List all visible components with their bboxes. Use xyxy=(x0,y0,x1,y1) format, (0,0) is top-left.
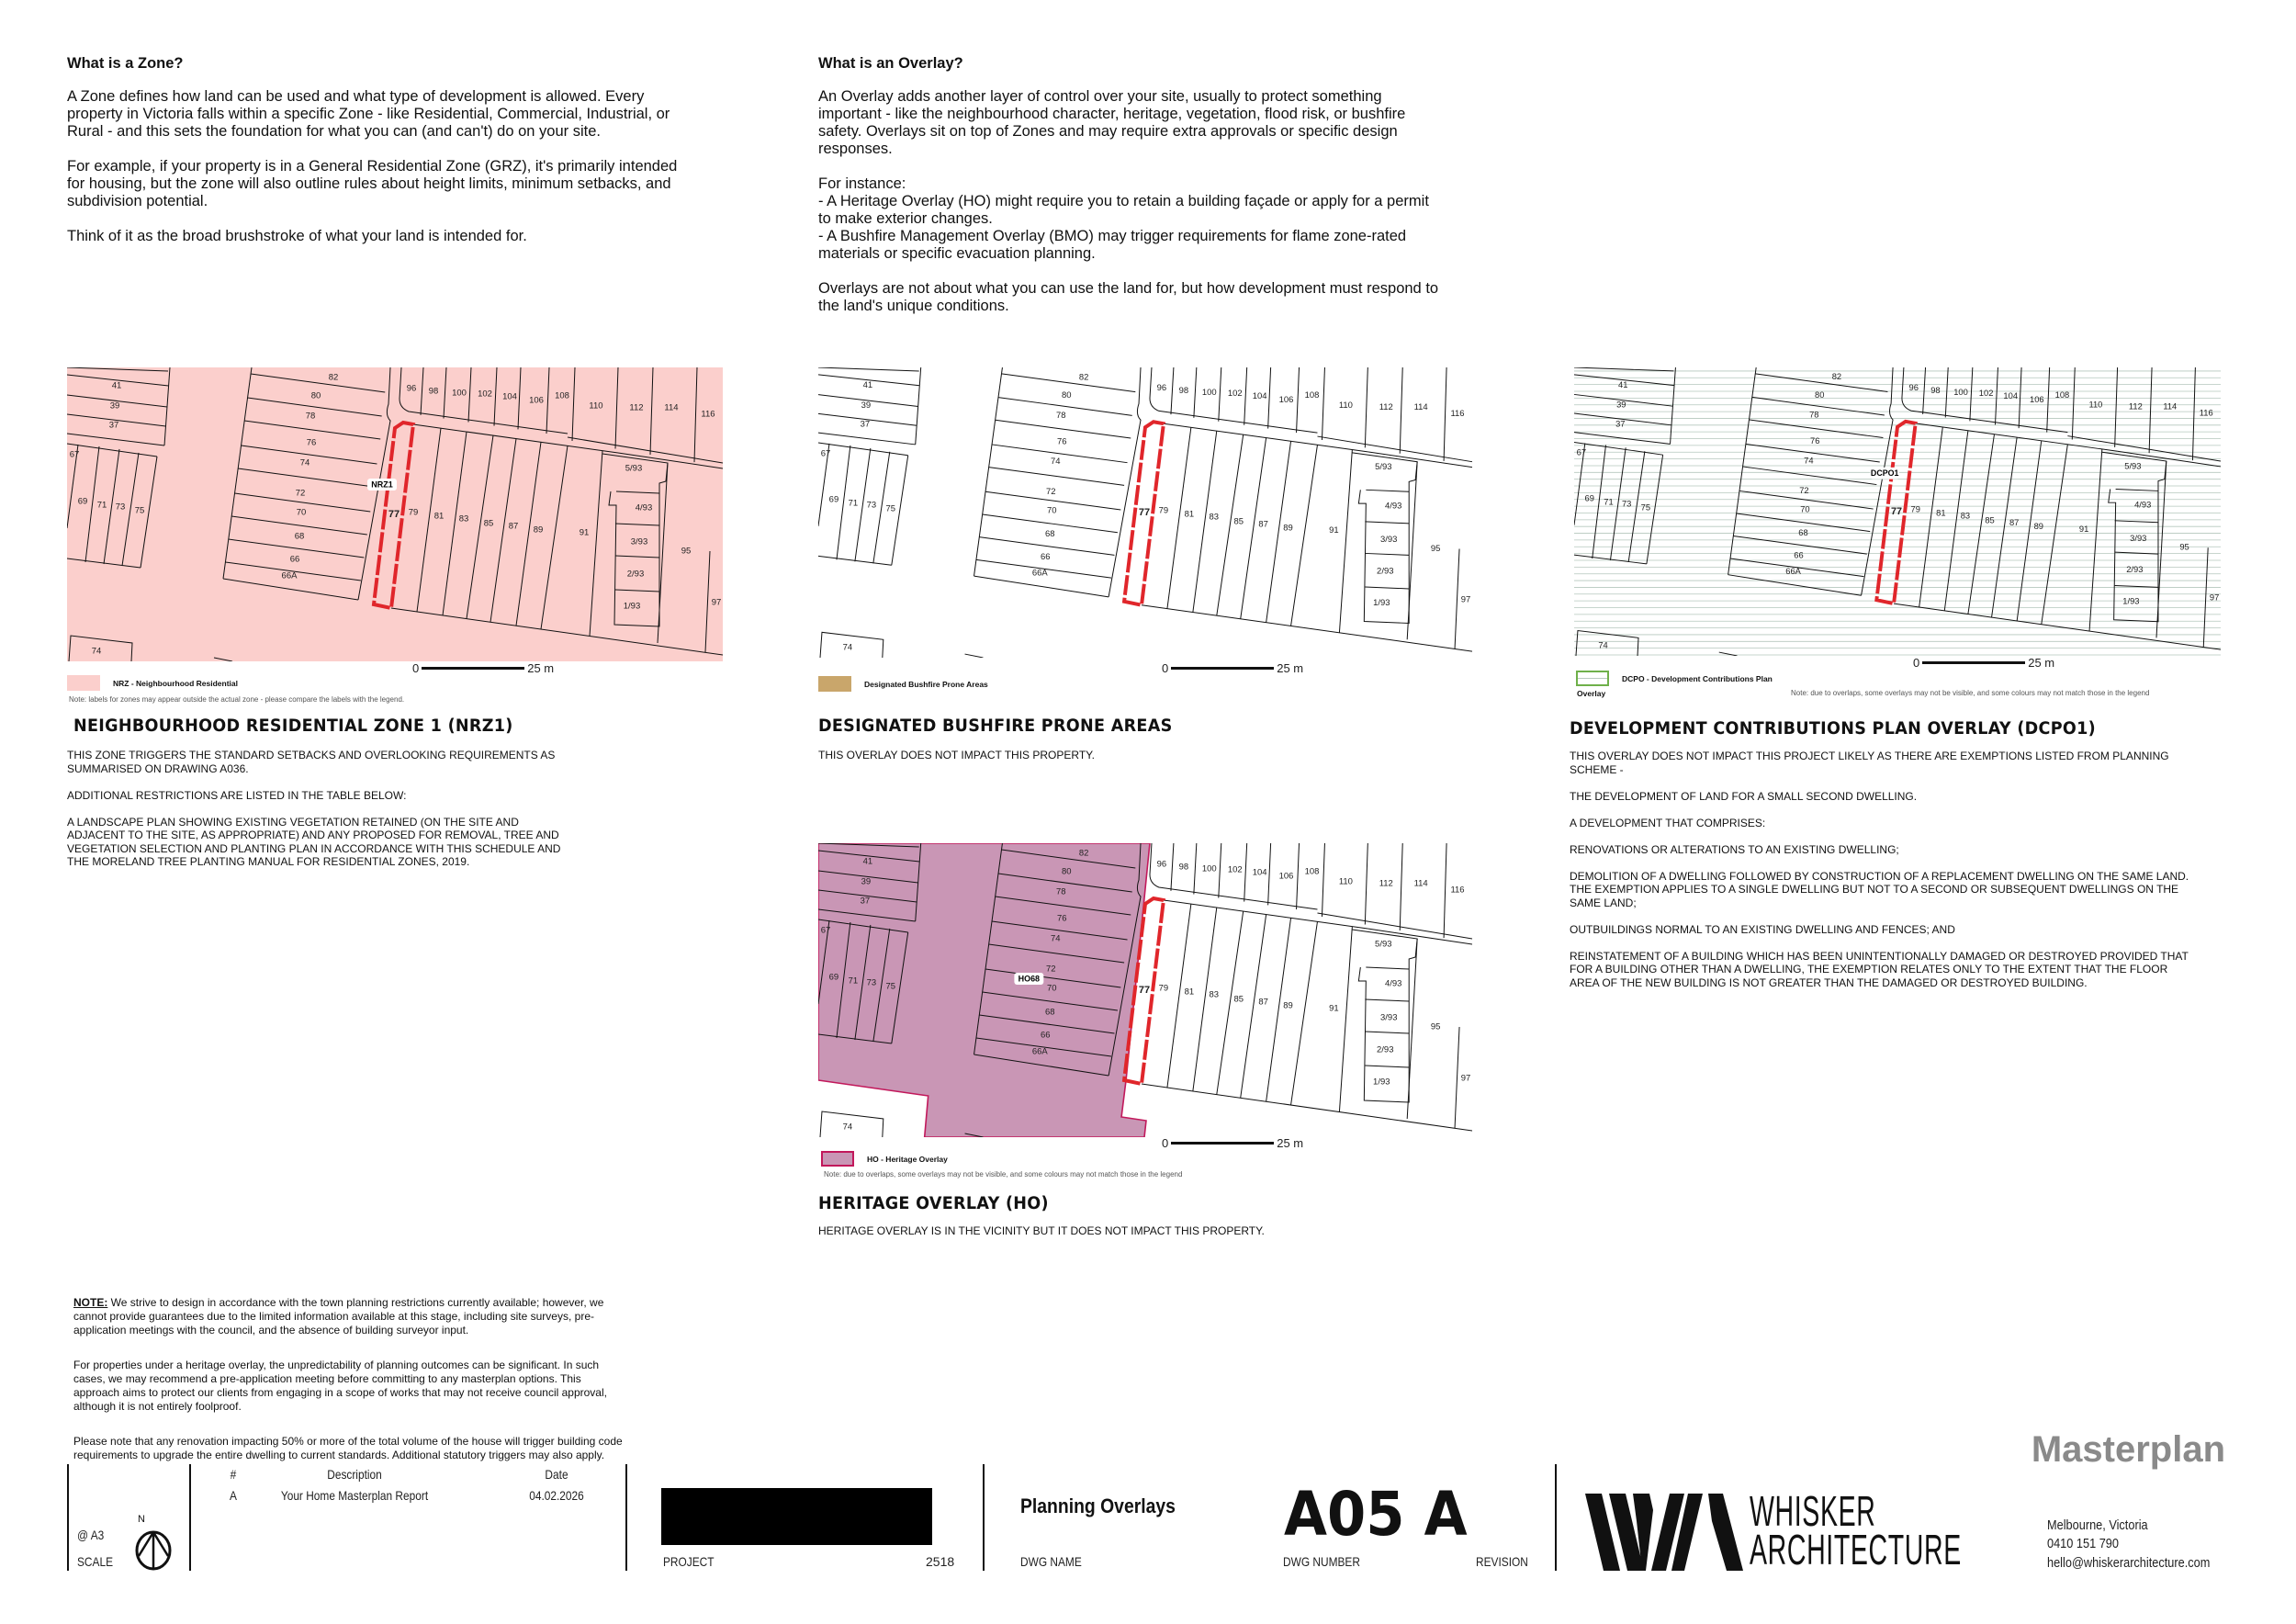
lot-label: 110 xyxy=(589,400,603,412)
lot-label: 112 xyxy=(2128,401,2143,412)
lot-label: 82 xyxy=(328,372,339,383)
legend-label-sub: Overlay xyxy=(1577,689,1606,698)
lot-label: 66 xyxy=(289,554,300,565)
lot-label: 41 xyxy=(1618,380,1628,390)
heritage-body: HERITAGE OVERLAY IS IN THE VICINITY BUT IT DOES NOT IMPACT THIS PROPERTY. xyxy=(818,1224,1265,1237)
lot-label: 110 xyxy=(1338,399,1353,410)
lot-label: 83 xyxy=(458,513,469,524)
scale-label: SCALE xyxy=(77,1554,114,1569)
lot-label: 97 xyxy=(2209,592,2220,603)
lot-label: 66A xyxy=(1031,567,1048,578)
subject-lot-label: 77 xyxy=(388,508,400,520)
lot-label: 91 xyxy=(579,527,590,538)
bushfire-map xyxy=(818,367,1472,658)
lot-label: 116 xyxy=(1450,407,1465,418)
lot-label: 78 xyxy=(1055,886,1066,897)
lot-label: 91 xyxy=(1329,524,1339,536)
lot-label: 73 xyxy=(866,499,877,510)
lot-label: 95 xyxy=(1430,543,1441,553)
lot-label: 96 xyxy=(1908,383,1919,393)
lot-label: 85 xyxy=(1233,515,1244,526)
lot-label: 70 xyxy=(1800,504,1810,514)
lot-label: 66A xyxy=(1785,567,1801,577)
lot-label: 96 xyxy=(1156,859,1167,870)
scale-end: 25 m xyxy=(1277,661,1304,675)
lot-label: 66A xyxy=(281,570,298,581)
lot-label: 71 xyxy=(848,976,859,987)
lot-label: 108 xyxy=(2054,389,2070,400)
lot-label: 39 xyxy=(861,399,872,410)
lot-label: 5/93 xyxy=(1375,939,1392,950)
lot-label: 79 xyxy=(1158,504,1169,515)
lot-label: 66 xyxy=(1041,1030,1051,1041)
heritage-legend xyxy=(821,1151,948,1167)
north-arrow-icon xyxy=(134,1528,173,1571)
lot-label: 4/93 xyxy=(1385,978,1402,989)
lot-label: 80 xyxy=(1061,866,1072,877)
dcpo-swatch xyxy=(1576,671,1609,686)
scale-start: 0 xyxy=(1162,1136,1169,1150)
lot-label: 37 xyxy=(1615,419,1626,429)
scale-start: 0 xyxy=(1162,661,1169,675)
lot-label: 83 xyxy=(1209,511,1220,522)
legend-label: DCPO - Development Contributions Plan xyxy=(1622,673,1773,683)
lot-label: 82 xyxy=(1078,848,1089,859)
rev-header-date: Date xyxy=(545,1467,568,1482)
subject-lot-label: 77 xyxy=(1138,506,1151,518)
lot-label: 80 xyxy=(310,390,321,401)
heritage-swatch xyxy=(821,1151,854,1167)
revision-label: REVISION xyxy=(1476,1554,1528,1569)
lot-label: 69 xyxy=(828,972,839,983)
note-p3: Please note that any renovation impacting 50% or more of the total volume of the house will trigger building code requirements to upgrade the entire dwelling to current standards. Additional statutory triggers may also apply. xyxy=(73,1435,623,1461)
scale-bar xyxy=(1162,1136,1303,1150)
lot-label: 79 xyxy=(408,507,419,518)
lot-label: 73 xyxy=(1621,499,1632,509)
lot-label: 81 xyxy=(1184,508,1195,519)
lot-label: 74 xyxy=(842,641,853,652)
lot-label: 2/93 xyxy=(1377,565,1394,576)
nrz-legend xyxy=(67,675,238,691)
lot-label: 97 xyxy=(1460,1073,1471,1084)
lot-label: 83 xyxy=(1209,989,1220,1000)
lot-label: 72 xyxy=(1046,964,1056,975)
lot-label: 106 xyxy=(529,395,544,406)
lot-label: 74 xyxy=(299,457,310,468)
rev-desc: Your Home Masterplan Report xyxy=(280,1488,429,1503)
lot-label: 1/93 xyxy=(2122,596,2140,606)
zone-tag-label: HO68 xyxy=(1018,974,1041,984)
lot-label: 98 xyxy=(1178,862,1189,873)
overlay-paragraph: For instance: - A Heritage Overlay (HO) might require you to retain a building façade or apply for a permit to make exterior changes. - A Bushfire Management Overlay (BMO) may trigger requirements for flame zone-rated materials or specific evacuation planning. xyxy=(818,175,1429,262)
rev-num: A xyxy=(230,1488,237,1503)
bushfire-heading: DESIGNATED BUSHFIRE PRONE AREAS xyxy=(818,716,1173,736)
lot-label: 71 xyxy=(96,500,107,511)
lot-label: 102 xyxy=(1978,388,1994,398)
lot-label: 82 xyxy=(1831,372,1842,382)
zone-heading: What is a Zone? xyxy=(67,55,184,72)
redacted-project-name xyxy=(661,1488,932,1545)
legend-note: Note: labels for zones may appear outside the actual zone - please compare the labels with the legend. xyxy=(69,695,405,704)
lot-label: 4/93 xyxy=(2134,500,2152,510)
lot-label: 68 xyxy=(294,531,305,542)
lot-label: 91 xyxy=(1329,1003,1339,1014)
scale-end: 25 m xyxy=(2028,656,2055,670)
lot-label: 108 xyxy=(1304,866,1320,877)
company-line1: WHISKER xyxy=(1750,1487,1876,1535)
lot-label: 114 xyxy=(1413,400,1428,412)
disclaimer-note xyxy=(73,1282,661,1476)
lot-label: 76 xyxy=(1056,435,1067,446)
rev-date: 04.02.2026 xyxy=(529,1488,584,1503)
divider xyxy=(1555,1464,1557,1571)
scale-end: 25 m xyxy=(527,661,555,675)
lot-label: 95 xyxy=(681,546,692,557)
lot-label: 41 xyxy=(862,379,873,390)
lot-label: 108 xyxy=(555,390,569,401)
lot-label: 106 xyxy=(1278,394,1294,405)
legend-label: HO - Heritage Overlay xyxy=(867,1154,948,1164)
rev-header-desc: Description xyxy=(327,1467,382,1482)
lot-label: 91 xyxy=(2078,524,2089,535)
lot-label: 1/93 xyxy=(1373,597,1390,608)
zone-paragraph: Think of it as the broad brushstroke of what your land is intended for. xyxy=(67,228,527,244)
lot-label: 70 xyxy=(1047,504,1057,515)
company-phone[interactable]: 0410 151 790 xyxy=(2047,1536,2120,1551)
lot-label: 95 xyxy=(2179,542,2189,552)
lot-label: 3/93 xyxy=(1380,534,1398,545)
legend-label: Designated Bushfire Prone Areas xyxy=(864,679,988,689)
subject-lot-label: 77 xyxy=(1890,505,1903,517)
note-p1: We strive to design in accordance with the town planning restrictions currently available; however, we cannot provide guarantees due to the limited information available at this stage, including site surveys, pre- application meetings with the council, and the absence of building surveyor input. xyxy=(73,1296,604,1336)
lot-label: 116 xyxy=(1450,885,1465,896)
lot-label: 96 xyxy=(406,383,417,394)
dwg-number-label: DWG NUMBER xyxy=(1283,1554,1360,1569)
legend-note: Note: due to overlaps, some overlays may not be visible, and some colours may not match those in the legend xyxy=(824,1170,1183,1179)
lot-label: 82 xyxy=(1078,371,1089,382)
scale-start: 0 xyxy=(412,661,420,675)
lot-label: 98 xyxy=(428,386,439,397)
lot-label: 75 xyxy=(885,981,896,992)
lot-label: 97 xyxy=(1460,593,1471,604)
lot-label: 104 xyxy=(1252,390,1267,401)
lot-label: 74 xyxy=(1051,933,1061,944)
lot-label: 79 xyxy=(1158,983,1169,994)
company-location: Melbourne, Victoria xyxy=(2047,1517,2148,1533)
lot-label: 37 xyxy=(860,896,871,907)
overlay-heading: What is an Overlay? xyxy=(818,55,963,72)
lot-label: 5/93 xyxy=(2124,461,2142,471)
lot-label: 4/93 xyxy=(635,502,653,513)
lot-label: 87 xyxy=(1258,997,1268,1008)
nrz-map xyxy=(67,367,723,661)
lot-label: 4/93 xyxy=(1385,500,1402,511)
nrz-body: THIS ZONE TRIGGERS THE STANDARD SETBACKS AND OVERLOOKING REQUIREMENTS AS SUMMARISED ON DRAWING A036. ADDITIONAL RESTRICTIONS ARE LISTED IN THE TABLE BELOW: A LANDSCAPE PLAN SHOWING EXISTING VEGETATION RETAINED (ON THE SITE AND ADJACENT TO THE SITE, AS APPROPRIATE) AND ANY PROPOSED FOR REMOVAL, TREE AND VEGETATION SELECTION AND PLANTING PLAN IN ACCORDANCE WITH THIS SCHEDULE AND THE MORELAND TREE PLANTING MANUAL FOR RESIDENTIAL ZONES, 2019. xyxy=(67,749,561,868)
legend-label: NRZ - Neighbourhood Residential xyxy=(113,678,238,688)
lot-label: 71 xyxy=(1604,497,1614,507)
lot-label: 79 xyxy=(1910,504,1920,514)
lot-label: 80 xyxy=(1061,389,1072,400)
lot-label: 78 xyxy=(1809,410,1819,420)
lot-label: 114 xyxy=(2163,401,2178,412)
dcpo-map xyxy=(1574,367,2221,656)
lot-label: 85 xyxy=(1985,515,1995,525)
lot-label: 106 xyxy=(2030,394,2044,404)
nrz-swatch xyxy=(67,675,100,691)
heritage-map xyxy=(818,843,1472,1137)
bushfire-swatch xyxy=(818,676,851,692)
lot-label: 67 xyxy=(820,925,831,936)
lot-label: 41 xyxy=(862,856,873,867)
lot-label: 67 xyxy=(1576,447,1587,457)
lot-label: 116 xyxy=(701,409,715,420)
lot-label: 85 xyxy=(483,518,494,529)
lot-label: 112 xyxy=(1379,878,1393,889)
lot-label: 80 xyxy=(1814,389,1825,400)
project-number: 2518 xyxy=(926,1554,955,1569)
lot-label: 100 xyxy=(452,388,467,399)
lot-label: 89 xyxy=(533,524,544,536)
lot-label: 68 xyxy=(1798,528,1808,538)
lot-label: 72 xyxy=(295,488,306,499)
lot-label: 116 xyxy=(2199,408,2213,418)
lot-label: 102 xyxy=(1227,864,1243,875)
lot-label: 110 xyxy=(2088,400,2103,410)
lot-label: 72 xyxy=(1799,485,1809,495)
lot-label: 74 xyxy=(842,1122,853,1133)
note-label: NOTE: xyxy=(73,1296,108,1309)
lot-label: 98 xyxy=(1178,385,1189,396)
lot-label: 39 xyxy=(109,400,120,412)
dwg-name: Planning Overlays xyxy=(1020,1494,1176,1517)
divider xyxy=(189,1464,191,1571)
lot-label: 68 xyxy=(1045,528,1055,539)
zone-paragraph: For example, if your property is in a General Residential Zone (GRZ), it's primarily intended for housing, but the zone will also outline rules about height limits, minimum setbacks, and subdivision potential. xyxy=(67,158,678,209)
zone-tag-label: DCPO1 xyxy=(1870,468,1899,479)
scale-bar xyxy=(412,661,554,675)
lot-label: 69 xyxy=(828,493,839,504)
lot-label: 114 xyxy=(664,402,679,413)
bushfire-legend xyxy=(818,676,988,692)
lot-label: 2/93 xyxy=(626,569,645,580)
divider xyxy=(625,1464,627,1571)
divider xyxy=(67,1464,69,1571)
lot-label: 112 xyxy=(629,402,644,413)
subject-lot-label: 77 xyxy=(1138,984,1151,996)
dcpo-body: THIS OVERLAY DOES NOT IMPACT THIS PROJECT LIKELY AS THERE ARE EXEMPTIONS LISTED FROM PLANNING SCHEME - THE DEVELOPMENT OF LAND FOR A SMALL SECOND DWELLING. A DEVELOPMENT THAT COMPRISES: RENOVATIONS OR ALTERATIONS TO AN EXISTING DWELLING; DEMOLITION OF A DWELLING FOLLOWED BY CONSTRUCTION OF A REPLACEMENT DWELLING ON THE SAME LAND. THE EXEMPTION APPLIES TO A SINGLE DWELLING BUT NOT TO A SECOND OR SUBSEQUENT DWELLINGS ON THE SAME LAND; OUTBUILDINGS NORMAL TO AN EXISTING DWELLING AND FENCES; AND REINSTATEMENT OF A BUILDING WHICH HAS BEEN UNINTENTIONALLY DAMAGED OR DESTROYED PROVIDED THAT FOR A BUILDING OTHER THAN A DWELLING, THE EXEMPTION RELATES ONLY TO THE EXTENT THAT THE FLOOR AREA OF THE NEW BUILDING IS NOT GREATER THAN THE DAMAGED OR DESTROYED BUILDING. xyxy=(1570,750,2189,989)
lot-label: 110 xyxy=(1338,876,1353,887)
dwg-name-label: DWG NAME xyxy=(1020,1554,1082,1569)
lot-label: 98 xyxy=(1930,385,1941,395)
lot-label: 89 xyxy=(2033,522,2044,532)
lot-label: 78 xyxy=(305,411,316,422)
bushfire-body: THIS OVERLAY DOES NOT IMPACT THIS PROPERTY. xyxy=(818,749,1095,761)
lot-label: 76 xyxy=(1810,435,1820,445)
lot-label: 87 xyxy=(508,521,519,532)
lot-label: 1/93 xyxy=(1373,1077,1390,1088)
lot-label: 2/93 xyxy=(2126,565,2144,575)
lot-label: 69 xyxy=(77,496,88,507)
dwg-number: A05 A xyxy=(1284,1479,1468,1550)
dcpo-heading: DEVELOPMENT CONTRIBUTIONS PLAN OVERLAY (DCPO1) xyxy=(1570,719,2096,739)
heritage-heading: HERITAGE OVERLAY (HO) xyxy=(818,1194,1049,1213)
lot-label: 85 xyxy=(1233,994,1244,1005)
project-label: PROJECT xyxy=(663,1554,715,1569)
lot-label: 67 xyxy=(820,447,831,458)
lot-label: 100 xyxy=(1201,387,1217,398)
lot-label: 100 xyxy=(1201,863,1217,874)
lot-label: 76 xyxy=(1056,913,1067,924)
lot-label: 81 xyxy=(1936,508,1946,518)
lot-label: 108 xyxy=(1304,389,1320,400)
lot-label: 5/93 xyxy=(1375,461,1392,472)
company-line2: ARCHITECTURE xyxy=(1750,1526,1962,1573)
lot-label: 104 xyxy=(502,391,517,402)
stage-label: Masterplan xyxy=(2031,1429,2225,1470)
lot-label: 95 xyxy=(1430,1021,1441,1032)
lot-label: 87 xyxy=(2009,518,2020,528)
scale-start: 0 xyxy=(1913,656,1920,670)
lot-label: 73 xyxy=(866,977,877,988)
lot-label: 66 xyxy=(1794,550,1804,560)
north-label: N xyxy=(138,1514,145,1525)
scale-end: 25 m xyxy=(1277,1136,1304,1150)
lot-label: 75 xyxy=(885,502,896,513)
lot-label: 70 xyxy=(1047,983,1057,994)
lot-label: 74 xyxy=(1598,640,1608,650)
dcpo-legend xyxy=(1576,671,1773,686)
lot-label: 81 xyxy=(1184,987,1195,998)
lot-label: 89 xyxy=(1283,1000,1293,1011)
lot-label: 37 xyxy=(108,420,119,431)
lot-label: 66 xyxy=(1041,550,1051,561)
lot-label: 5/93 xyxy=(625,463,643,474)
overlay-paragraph: Overlays are not about what you can use the land for, but how development must respond to the land's unique conditions. xyxy=(818,280,1439,314)
lot-label: 66A xyxy=(1031,1046,1048,1057)
lot-label: 39 xyxy=(861,876,872,887)
lot-label: 104 xyxy=(2003,390,2019,400)
overlay-paragraph: An Overlay adds another layer of control over your site, usually to protect something important - like the neighbourhood character, heritage, vegetation, flood risk, or bushfire safety. Overlays sit on top of Zones and may require extra approvals or specific design responses. xyxy=(818,88,1406,157)
lot-label: 3/93 xyxy=(2130,533,2147,543)
lot-label: 68 xyxy=(1045,1007,1055,1018)
lot-label: 41 xyxy=(111,380,122,391)
nrz-heading: NEIGHBOURHOOD RESIDENTIAL ZONE 1 (NRZ1) xyxy=(73,716,513,736)
lot-label: 37 xyxy=(860,418,871,429)
rev-header-num: # xyxy=(230,1467,237,1482)
lot-label: 104 xyxy=(1252,867,1267,878)
lot-label: 96 xyxy=(1156,382,1167,393)
lot-label: 102 xyxy=(1227,388,1243,399)
lot-label: 81 xyxy=(433,511,445,522)
lot-label: 71 xyxy=(848,497,859,508)
lot-label: 1/93 xyxy=(623,601,641,612)
legend-note: Note: due to overlaps, some overlays may not be visible, and some colours may not match those in the legend xyxy=(1791,689,2150,697)
lot-label: 114 xyxy=(1413,878,1428,889)
lot-label: 39 xyxy=(1616,400,1626,410)
lot-label: 74 xyxy=(1051,456,1061,467)
zone-paragraph: A Zone defines how land can be used and what type of development is allowed. Every property in Victoria falls within a specific Zone - like Residential, Commercial, Industrial, or Rural - and this sets the foundation for what you can (and can't) do on your site. xyxy=(67,88,670,140)
lot-label: 89 xyxy=(1283,522,1293,533)
lot-label: 106 xyxy=(1278,871,1294,882)
lot-label: 76 xyxy=(306,437,317,448)
whisker-logo-icon xyxy=(1585,1494,1743,1571)
lot-label: 75 xyxy=(134,505,145,516)
zone-tag-label: NRZ1 xyxy=(371,479,393,490)
divider xyxy=(983,1464,985,1571)
company-name xyxy=(1750,1487,1962,1573)
lot-label: 97 xyxy=(711,597,722,608)
lot-label: 83 xyxy=(1960,511,1971,521)
note-p2: For properties under a heritage overlay, the unpredictability of planning outcomes can be significant. In such cases, we may recommend a pre-application meeting before committing to any masterplan options. This approach aims to protect our clients from engaging in a scope of works that may not receive council approval, although it is not entirely foolproof. xyxy=(73,1359,607,1413)
lot-label: 69 xyxy=(1584,493,1594,503)
lot-label: 2/93 xyxy=(1377,1044,1394,1055)
lot-label: 102 xyxy=(478,389,492,400)
lot-label: 112 xyxy=(1379,400,1393,412)
lot-label: 74 xyxy=(91,646,102,657)
lot-label: 87 xyxy=(1258,518,1268,529)
lot-label: 3/93 xyxy=(1380,1012,1398,1023)
lot-label: 78 xyxy=(1055,409,1066,420)
scale-bar xyxy=(1162,661,1303,675)
lot-label: 3/93 xyxy=(630,536,648,547)
scale-value: @ A3 xyxy=(77,1528,105,1542)
lot-label: 67 xyxy=(69,449,80,460)
lot-label: 70 xyxy=(296,507,307,518)
lot-label: 100 xyxy=(1953,387,1968,397)
lot-label: 75 xyxy=(1640,502,1651,513)
lot-label: 74 xyxy=(1804,456,1814,466)
lot-label: 72 xyxy=(1046,485,1056,496)
company-email[interactable]: hello@whiskerarchitecture.com xyxy=(2047,1555,2211,1571)
scale-bar xyxy=(1913,656,2054,670)
lot-label: 73 xyxy=(115,502,126,513)
